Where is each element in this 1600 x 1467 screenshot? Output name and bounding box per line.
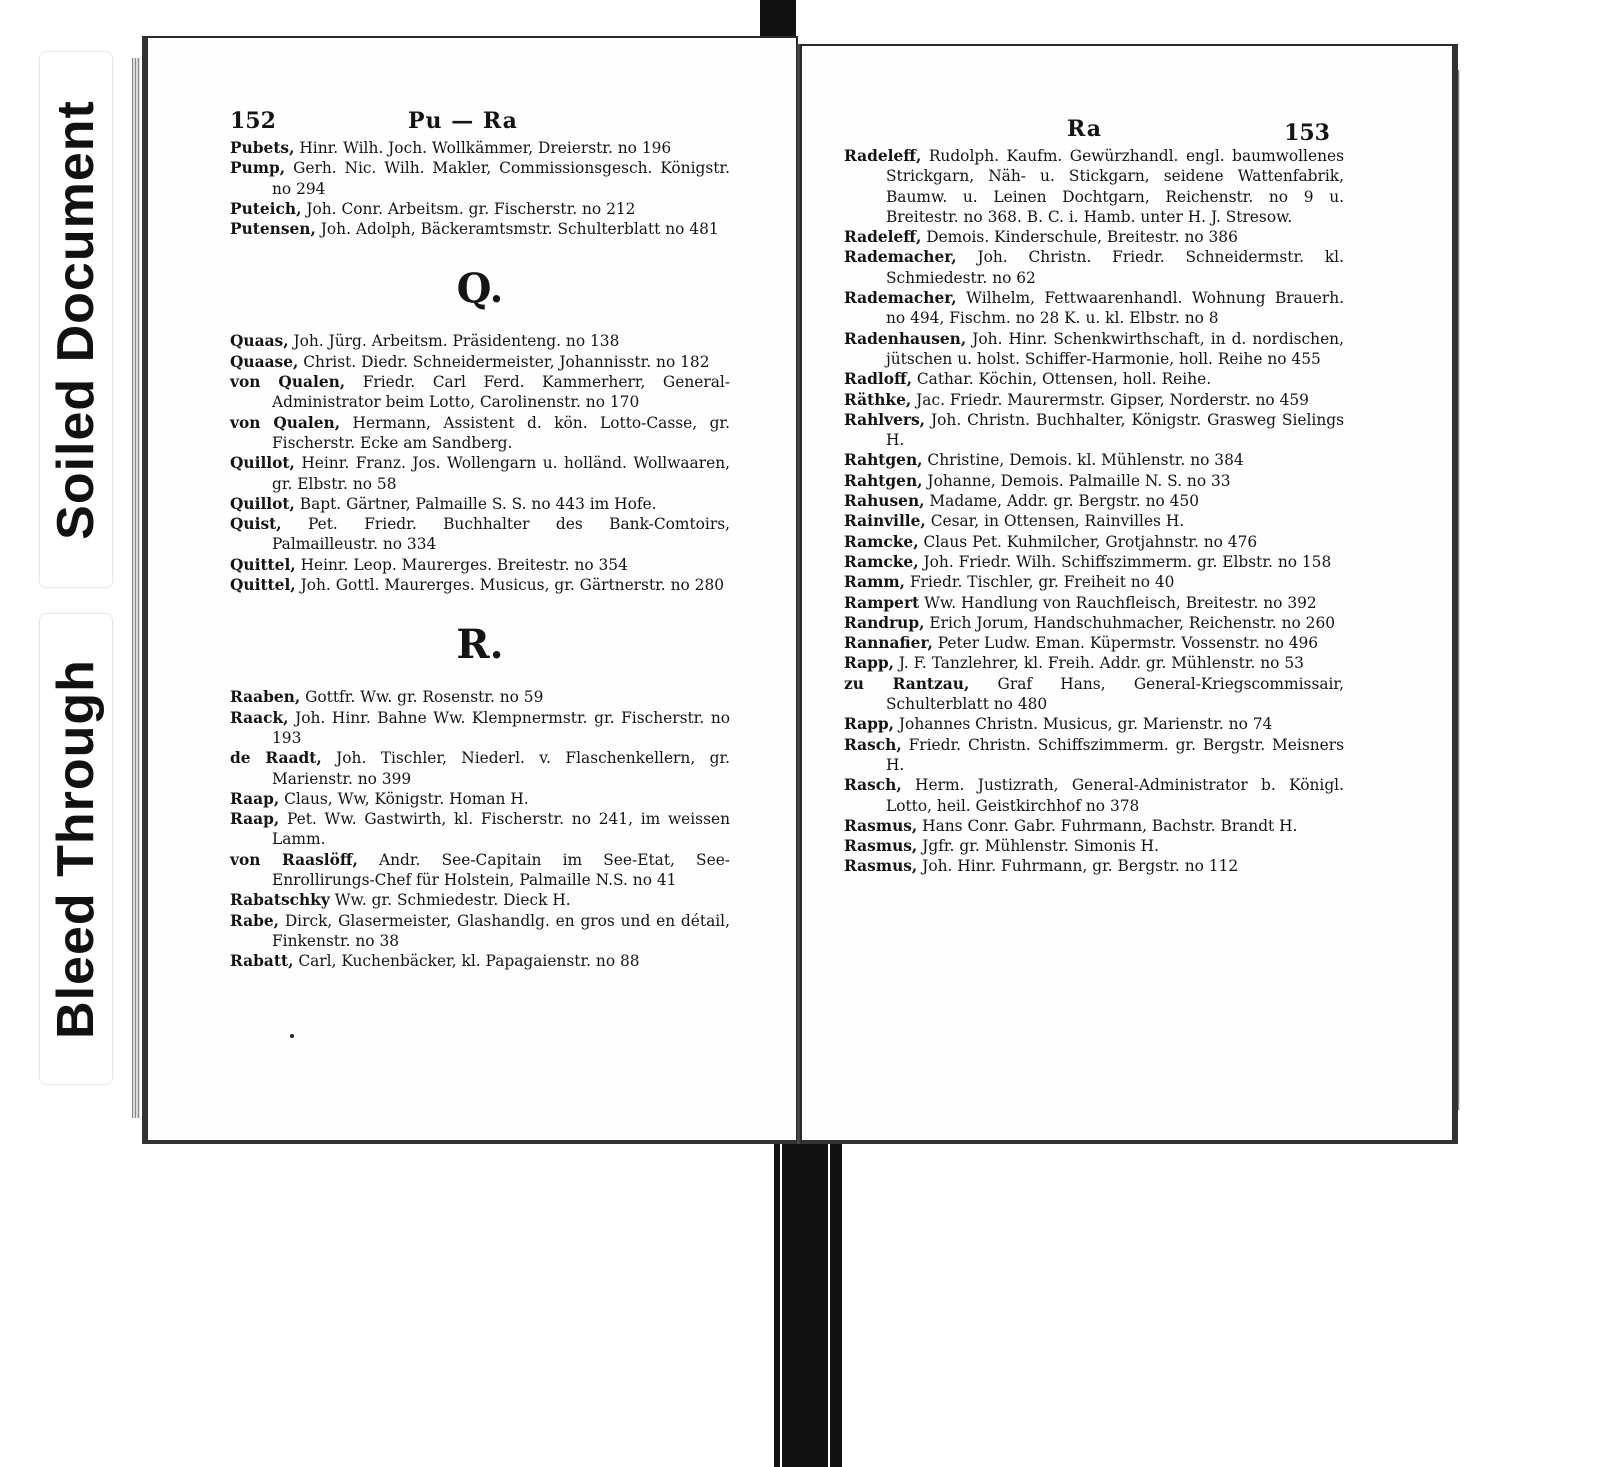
- directory-entry: Pump, Gerh. Nic. Wilh. Makler, Commissionsgesch. Königstr. no 294: [230, 159, 730, 198]
- directory-entry: von Qualen, Hermann, Assistent d. kön. Lotto-Casse, gr. Fischerstr. Ecke am Sandberg.: [230, 413, 730, 452]
- left-page: [142, 36, 798, 1144]
- directory-entry: Quaase, Christ. Diedr. Schneidermeister, Johannisstr. no 182: [230, 352, 710, 371]
- directory-entry: Pubets, Hinr. Wilh. Joch. Wollkämmer, Dreierstr. no 196: [230, 139, 672, 157]
- right-page-entries: [844, 146, 1344, 877]
- section-letter-q: Q.: [456, 265, 504, 313]
- ink-dot: [290, 1034, 294, 1038]
- directory-entry: Rampert Ww. Handlung von Rauchfleisch, Breitestr. no 392: [844, 593, 1317, 612]
- directory-entry: Ramcke, Joh. Friedr. Wilh. Schiffszimmerm. gr. Elbstr. no 158: [844, 552, 1332, 571]
- directory-entry: Rasmus, Jgfr. gr. Mühlenstr. Simonis H.: [844, 837, 1159, 856]
- left-page-header: [148, 98, 796, 138]
- binding-strip-bottom: [774, 1140, 842, 1467]
- directory-entry: Rasmus, Joh. Hinr. Fuhrmann, gr. Bergstr. no 112: [844, 857, 1239, 876]
- directory-entry: Quaas, Joh. Jürg. Arbeitsm. Präsidenteng. no 138: [230, 332, 620, 351]
- directory-entry: Radeleff, Rudolph. Kaufm. Gewürzhandl. engl. baumwollenes Strickgarn, Näh- u. Stickgarn, seidene Wattenfabrik, Baumw. u. Leinen Dochtgarn, Reichenstr. no 9 u. Breitestr. no 368. B. C. i. Hamb. unter H. J. Stresow.: [844, 147, 1344, 226]
- directory-entry: Rannafier, Peter Ludw. Eman. Küpermstr. Vossenstr. no 496: [844, 634, 1319, 653]
- directory-entry: von Qualen, Friedr. Carl Ferd. Kammerherr, General-Administrator beim Lotto, Carolinenstr. no 170: [230, 373, 730, 412]
- directory-entry: Rainville, Cesar, in Ottensen, Rainvilles H.: [844, 512, 1185, 531]
- directory-entry: Puteich, Joh. Conr. Arbeitsm. gr. Fischerstr. no 212: [230, 199, 636, 218]
- section-letter-r: R.: [456, 621, 504, 669]
- directory-entry: Rahtgen, Christine, Demois. kl. Mühlenstr. no 384: [844, 451, 1244, 470]
- directory-entry: Putensen, Joh. Adolph, Bäckeramtsmstr. Schulterblatt no 481: [230, 220, 719, 239]
- directory-entry: Radenhausen, Joh. Hinr. Schenkwirthschaft, in d. nordischen, jütschen u. holst. Schiffer-Harmonie, holl. Reihe no 455: [844, 329, 1344, 368]
- directory-entry: Quittel, Joh. Gottl. Maurerges. Musicus, gr. Gärtnerstr. no 280: [230, 576, 725, 595]
- directory-entry: Quist, Pet. Friedr. Buchhalter des Bank-Comtoirs, Palmailleustr. no 334: [230, 515, 730, 554]
- right-page-number: 153: [1284, 120, 1330, 146]
- directory-entry: Rasch, Herm. Justizrath, General-Administrator b. Königl. Lotto, heil. Geistkirchhof no 378: [844, 776, 1344, 815]
- directory-entry: Rabatt, Carl, Kuchenbäcker, kl. Papagaienstr. no 88: [230, 952, 640, 971]
- directory-entry: Raaben, Gottfr. Ww. gr. Rosenstr. no 59: [230, 688, 544, 707]
- directory-entry: Radloff, Cathar. Köchin, Ottensen, holl. Reihe.: [844, 370, 1212, 389]
- left-page-number: 152: [230, 108, 276, 134]
- directory-entry: Rahusen, Madame, Addr. gr. Bergstr. no 450: [844, 492, 1200, 511]
- directory-entry: Räthke, Jac. Friedr. Maurermstr. Gipser, Norderstr. no 459: [844, 390, 1309, 409]
- directory-entry: Rademacher, Joh. Christn. Friedr. Schneidermstr. kl. Schmiedestr. no 62: [844, 248, 1344, 287]
- directory-entry: Raap, Claus, Ww, Königstr. Homan H.: [230, 789, 529, 808]
- directory-entry: Ramcke, Claus Pet. Kuhmilcher, Grotjahnstr. no 476: [844, 532, 1258, 551]
- directory-entry: Quillot, Bapt. Gärtner, Palmaille S. S. no 443 im Hofe.: [230, 494, 657, 513]
- right-page-running-head: Ra: [1067, 116, 1103, 142]
- directory-entry: Ramm, Friedr. Tischler, gr. Freiheit no 40: [844, 573, 1175, 592]
- directory-entry: de Raadt, Joh. Tischler, Niederl. v. Flaschenkellern, gr. Marienstr. no 399: [230, 749, 730, 788]
- directory-entry: zu Rantzau, Graf Hans, General-Kriegscommissair, Schulterblatt no 480: [844, 674, 1344, 714]
- directory-entry: Rabatschky Ww. gr. Schmiedestr. Dieck H.: [230, 891, 571, 910]
- soiled-document-stamp: [40, 52, 112, 587]
- directory-entry: Raack, Joh. Hinr. Bahne Ww. Klempnermstr. gr. Fischerstr. no 193: [230, 708, 730, 747]
- directory-entry: Rahtgen, Johanne, Demois. Palmaille N. S. no 33: [844, 471, 1231, 490]
- directory-entry: Quillot, Heinr. Franz. Jos. Wollengarn u. holländ. Wollwaaren, gr. Elbstr. no 58: [230, 454, 730, 493]
- bleed-through-stamp: [40, 614, 112, 1084]
- stamp-label-soiled: Soiled Document: [47, 99, 105, 540]
- directory-entry: Rasch, Friedr. Christn. Schiffszimmerm. gr. Bergstr. Meisners H.: [844, 735, 1344, 774]
- directory-entry: Rasmus, Hans Conr. Gabr. Fuhrmann, Bachstr. Brandt H.: [844, 816, 1298, 835]
- directory-entry: Rademacher, Wilhelm, Fettwaarenhandl. Wohnung Brauerh. no 494, Fischm. no 28 K. u. kl. Elbstr. no 8: [844, 289, 1344, 328]
- directory-entry: Rapp, Johannes Christn. Musicus, gr. Marienstr. no 74: [844, 715, 1273, 734]
- directory-entry: Rabe, Dirck, Glasermeister, Glashandlg. en gros und en détail, Finkenstr. no 38: [230, 911, 730, 950]
- directory-entry: Rahlvers, Joh. Christn. Buchhalter, Königstr. Grasweg Sielings H.: [844, 410, 1344, 450]
- stamp-label-bleed: Bleed Through: [47, 659, 105, 1039]
- directory-entry: Raap, Pet. Ww. Gastwirth, kl. Fischerstr. no 241, im weissen Lamm.: [230, 810, 730, 849]
- directory-entry: Quittel, Heinr. Leop. Maurerges. Breitestr. no 354: [230, 555, 628, 574]
- directory-entry: Radeleff, Demois. Kinderschule, Breitestr. no 386: [844, 228, 1238, 247]
- directory-entry: Rapp, J. F. Tanzlehrer, kl. Freih. Addr. gr. Mühlenstr. no 53: [844, 654, 1304, 673]
- directory-entry: von Raaslöff, Andr. See-Capitain im See-Etat, See-Enrollirungs-Chef für Holstein, Palmaille N.S. no 41: [230, 850, 730, 890]
- directory-entry: Randrup, Erich Jorum, Handschuhmacher, Reichenstr. no 260: [844, 613, 1336, 632]
- right-page-header: [802, 106, 1452, 146]
- page-edge-left: [132, 58, 140, 1118]
- left-page-running-head: Pu — Ra: [408, 108, 518, 134]
- left-page-entries: [230, 138, 730, 972]
- right-page: [800, 44, 1458, 1144]
